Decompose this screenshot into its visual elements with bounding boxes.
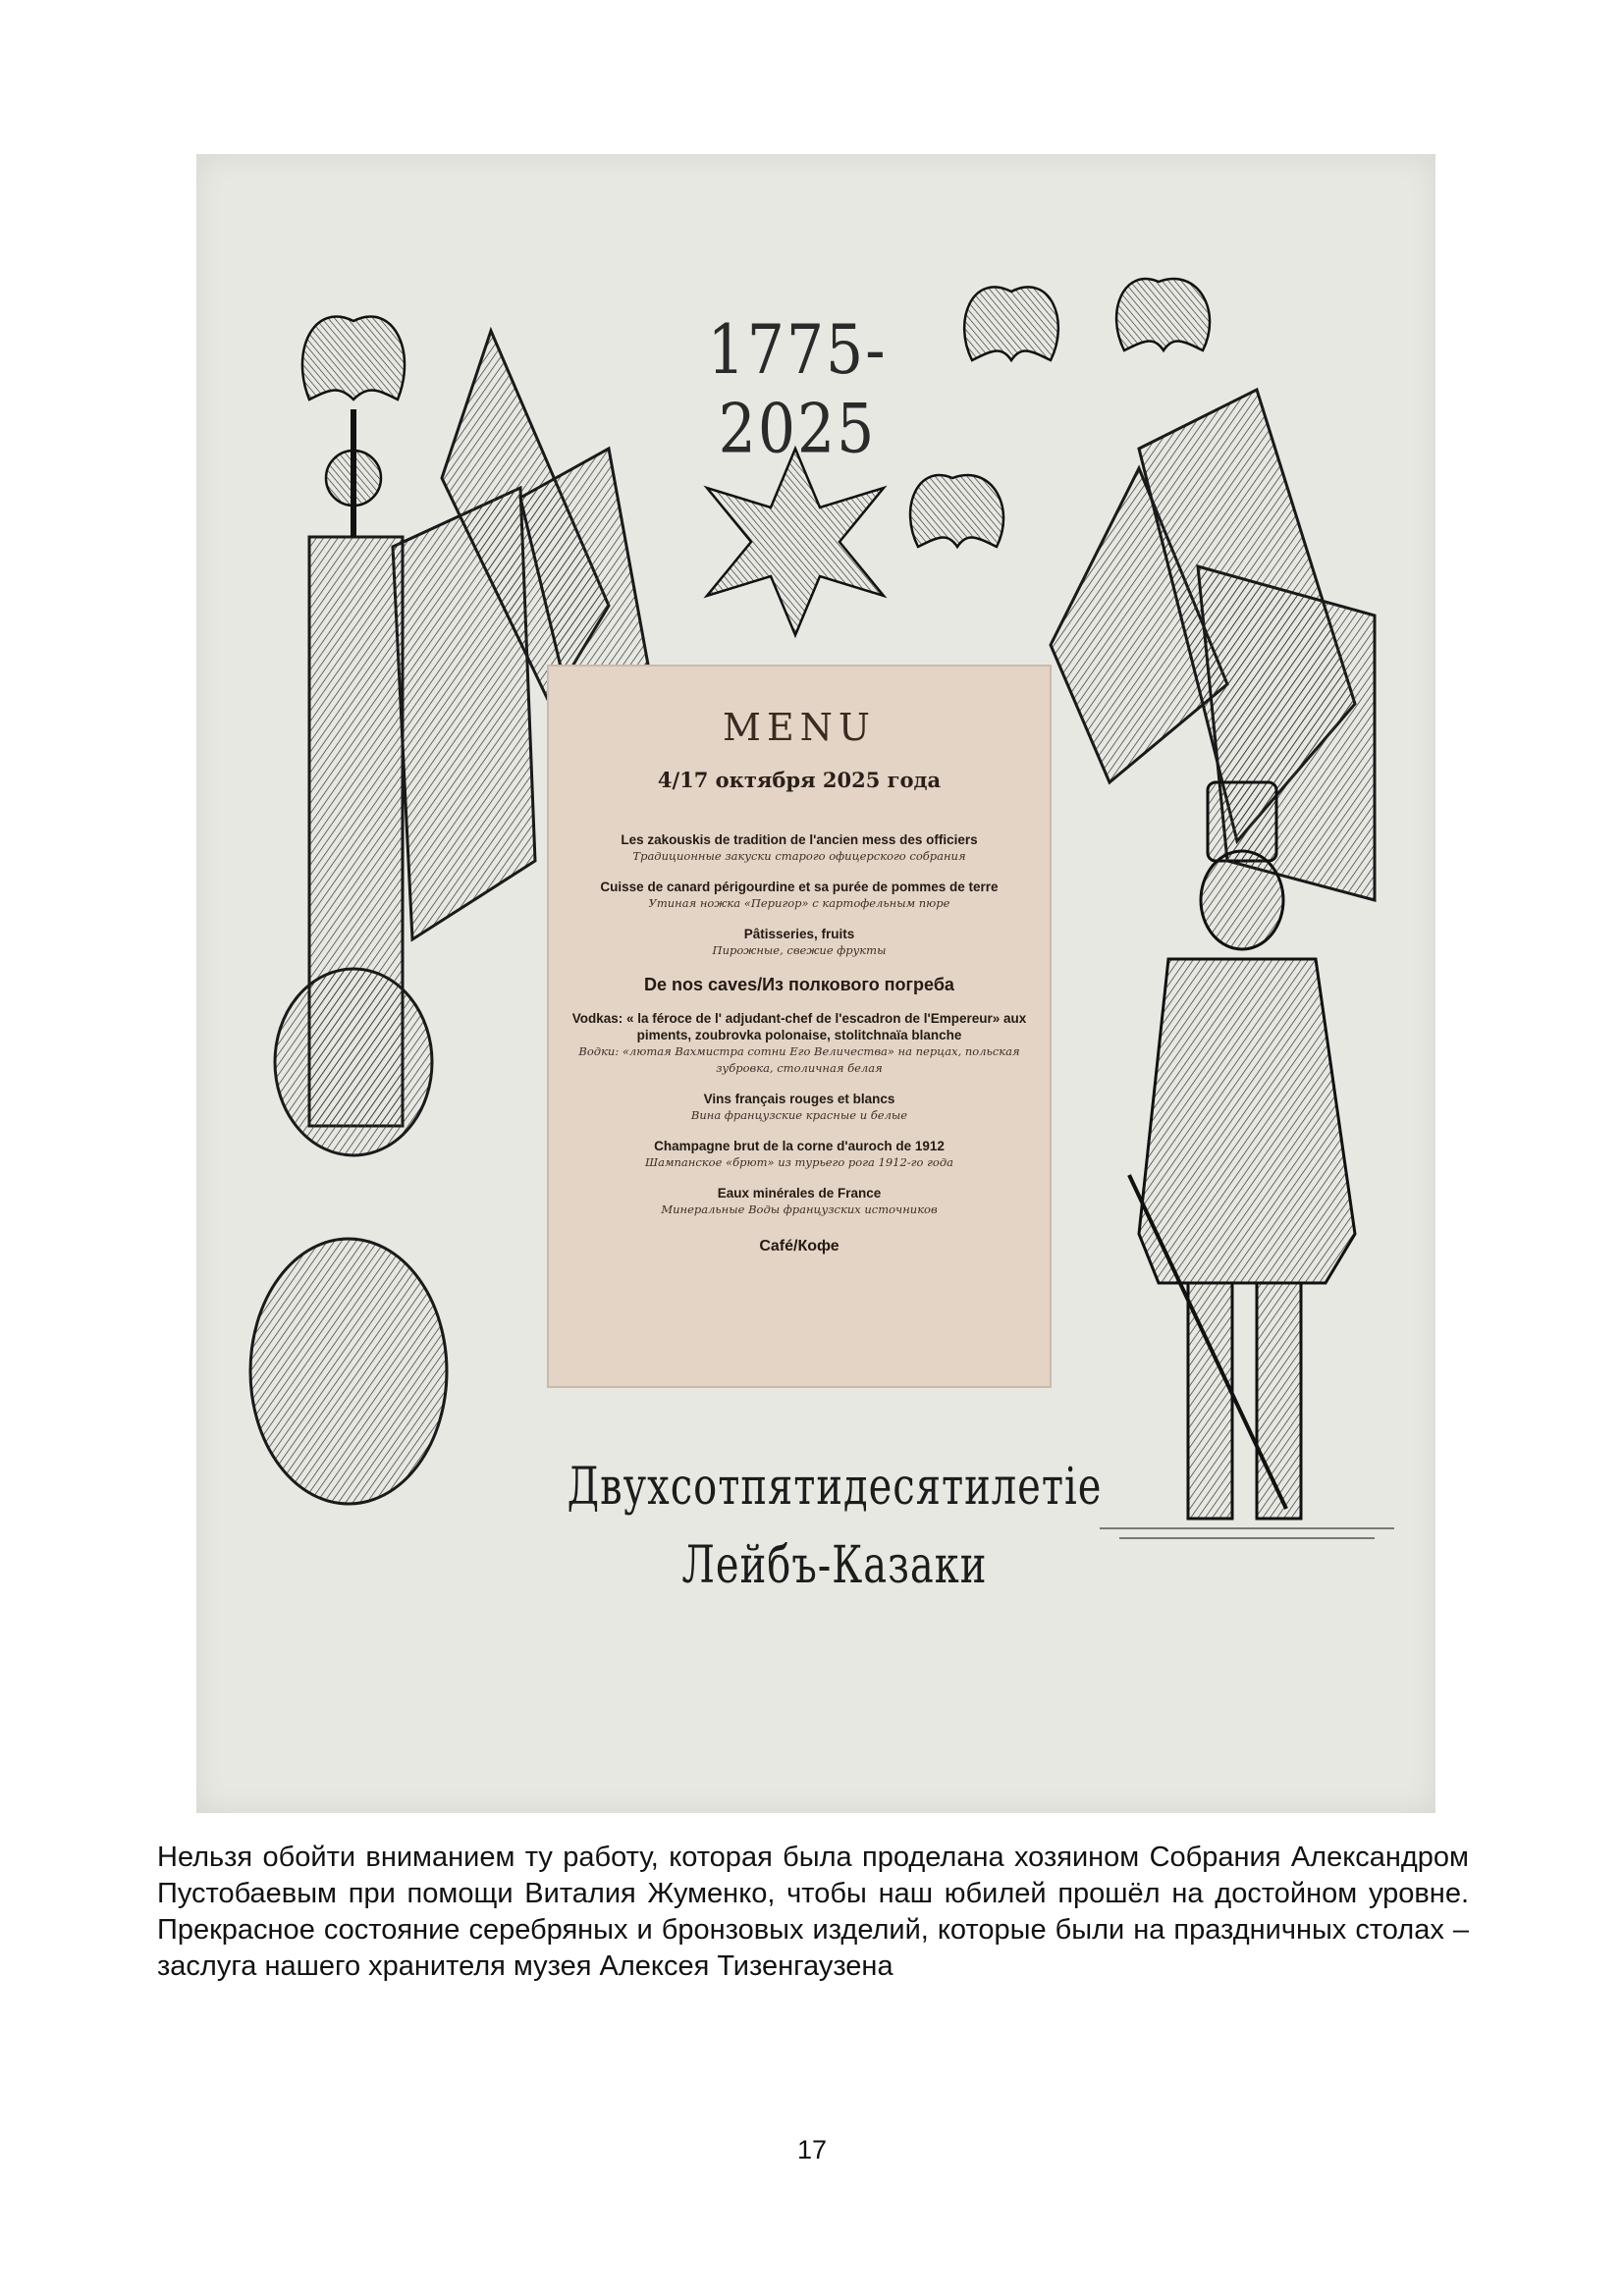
order-star-icon — [707, 449, 884, 635]
body-paragraph: Нельзя обойти вниманием ту работу, которая была проделана хозяином Собрания Александром Пустобаевым при помощи Виталия Жуменко, чтобы наш юбилей прошёл на достойном уровне. Прекрасное состояние серебряных и бронзовых изделий, которые были на праздничных столах – заслуга нашего хранителя музея Алексея Тизенгаузена — [157, 1842, 1469, 1982]
menu-item-ru: Водки: «лютая Вахмистра сотни Его Величества» на перцах, польская зубровка, столичная белая — [578, 1044, 1020, 1075]
page-number: 17 — [796, 2135, 828, 2164]
menu-item-ru: Традиционные закуски старого офицерского собрания — [632, 849, 966, 863]
menu-closing: Café/Кофе — [759, 1238, 839, 1255]
menu-item — [568, 1138, 1030, 1171]
menu-item — [568, 926, 1030, 959]
menu-card — [547, 665, 1052, 1388]
engraving-subtitle-line2: Лейбъ-Казаки — [681, 1536, 988, 1595]
menu-item-fr: Cuisse de canard périgourdine et sa purée de pommes de terre — [600, 880, 999, 894]
menu-item — [568, 1091, 1030, 1124]
menu-item — [568, 879, 1030, 912]
menu-item — [568, 973, 1030, 996]
menu-item-ru: Шампанское «брют» из турьего рога 1912-го года — [645, 1155, 953, 1169]
menu-item-fr: Vins français rouges et blancs — [703, 1092, 895, 1106]
engraving-subtitle-line1: Двухсотпятидесятилетie — [567, 1458, 1103, 1517]
menu-date: 4/17 октября 2025 года — [657, 768, 942, 792]
menu-item — [568, 1185, 1030, 1218]
menu-item-fr: Eaux minérales de France — [717, 1186, 882, 1201]
menu-item-fr: Pâtisseries, fruits — [743, 927, 855, 941]
menu-item-fr: Les zakouskis de tradition de l'ancien mess des officiers — [621, 832, 978, 847]
menu-item-ru: Пирожные, свежие фрукты — [712, 943, 887, 957]
menu-items — [568, 831, 1030, 1255]
left-eagle-icon — [302, 316, 405, 537]
menu-photo — [196, 154, 1435, 1813]
menu-item-ru: Минеральные Воды французских источников — [661, 1202, 938, 1216]
menu-item-fr: Champagne brut de la corne d'auroch de 1912 — [654, 1139, 945, 1153]
menu-item-ru: Утиная ножка «Перигор» с картофельным пюре — [648, 896, 950, 910]
menu-item-fr: De nos caves/Из полкового погреба — [644, 975, 954, 994]
menu-title: MENU — [723, 706, 876, 749]
year-banner: 1775-2025 — [707, 310, 888, 469]
cossack-figure — [1129, 782, 1355, 1519]
menu-item-fr: Vodkas: « la féroce de l' adjudant-chef de l'escadron de l'Empereur» aux piments, zoubrovka polonaise, stolitchnaïa blanche — [571, 1011, 1027, 1042]
menu-item — [568, 831, 1030, 865]
menu-item — [568, 1010, 1030, 1077]
menu-item-ru: Вина французские красные и белые — [690, 1108, 908, 1122]
